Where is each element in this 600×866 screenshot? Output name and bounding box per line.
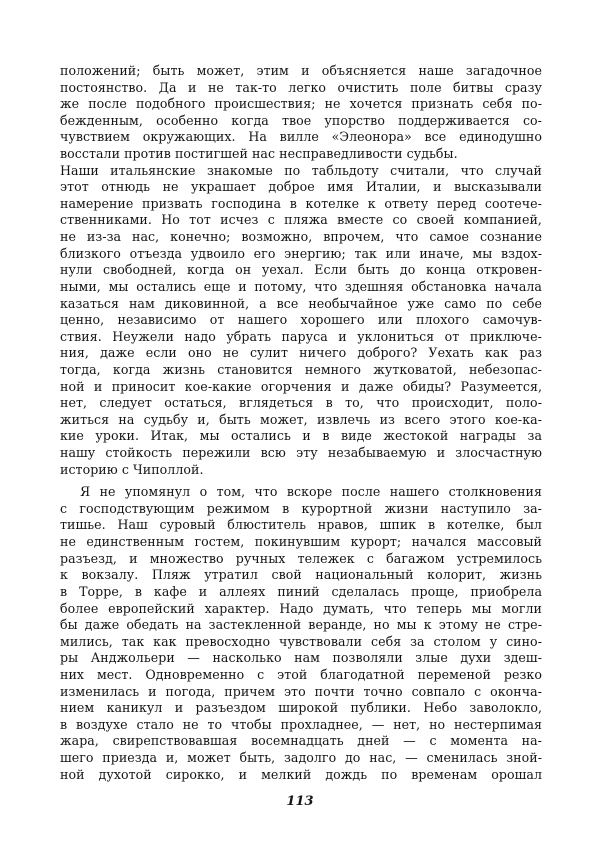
text-line: более европейский характер. Надо думать, что теперь мы могли (60, 600, 542, 616)
text-line: нули свободней, когда он уехал. Если быть до конца откровен- (60, 262, 542, 278)
text-line: в Торре, в кафе и аллеях пиний сделалась проще, приобрела (60, 583, 542, 599)
text-line: изменилась и погода, причем это почти точно совпало с оконча- (60, 683, 542, 699)
text-line: ной и приносит кое-какие огорчения и даже обиды? Разумеется, (60, 378, 542, 394)
text-line: жара, свирепствовавшая восемнадцать дней — с момента на- (60, 733, 542, 749)
text-line: намерение призвать господина в котелке к ответу перед соотече- (60, 195, 542, 211)
text-line: же после подобного происшествия; не хочется признать себя по- (60, 96, 542, 112)
text-line: Наши итальянские знакомые по табльдоту считали, что случай (60, 162, 542, 178)
page-number: 113 (286, 794, 314, 809)
text-line: мились, так как превосходно чувствовали себя за столом у сино- (60, 633, 542, 649)
paragraph-2 (60, 484, 542, 783)
text-body (60, 63, 542, 783)
text-line: казаться нам диковинной, а все необычайное уже само по себе (60, 295, 542, 311)
text-line: ствия. Неужели надо убрать паруса и уклониться от приключе- (60, 328, 542, 344)
text-line: чувствием окружающих. На вилле «Элеонора» все единодушно (60, 129, 542, 145)
text-line: с господствующим режимом в курортной жизни наступило за- (60, 500, 542, 516)
text-line: тогда, когда жизнь становится немного жутковатой, небезопас- (60, 361, 542, 377)
text-line: разъезд, и множество ручных тележек с багажом устремилось (60, 550, 542, 566)
text-line: к вокзалу. Пляж утратил свой национальный колорит, жизнь (60, 567, 542, 583)
text-line: кие уроки. Итак, мы остались и в виде жестокой награды за (60, 428, 542, 444)
text-line: ценно, независимо от нашего хорошего или плохого самочув- (60, 312, 542, 328)
text-line: постоянство. Да и не так-то легко очистить поле битвы сразу (60, 79, 542, 95)
text-line: положений; быть может, этим и объясняется наше загадочное (60, 63, 542, 78)
text-line: них мест. Одновременно с этой благодатной переменой резко (60, 666, 542, 682)
text-line: не единственным гостем, покинувшим курорт; начался массовый (60, 534, 542, 550)
text-line: тишье. Наш суровый блюститель нравов, шпик в котелке, был (60, 517, 542, 533)
text-line: восстали против постигшей нас несправедливости судьбы. (60, 146, 458, 162)
text-line: не из-за нас, конечно; возможно, впрочем, что самое сознание (60, 229, 542, 245)
text-line: нет, следует остаться, вглядеться в то, что происходит, поло- (60, 395, 542, 411)
text-line: ния, даже если оно не сулит ничего доброго? Уехать как раз (60, 345, 542, 361)
text-line: житься на судьбу и, быть может, извлечь из всего этого кое-ка- (60, 411, 542, 427)
text-line: нием каникул и разъездом широкой публики. Небо заволокло, (60, 700, 542, 716)
text-line: близкого отъезда удвоило его энергию; так или иначе, мы вздох- (60, 245, 542, 261)
text-line: этот отнюдь не украшает доброе имя Италии, и высказывали (60, 179, 542, 195)
text-line: бежденным, особенно когда твое упорство поддерживается со- (60, 112, 542, 128)
text-line: историю с Чиполлой. (60, 461, 204, 477)
text-line: ственниками. Но тот исчез с пляжа вместе со своей компанией, (60, 212, 542, 228)
text-line: ры Анджольери — насколько нам позволяли злые духи здеш- (60, 650, 542, 666)
text-line: бы даже обедать на застекленной веранде, но мы к этому не стре- (60, 617, 542, 633)
text-line: в воздухе стало не то чтобы прохладнее, — нет, но нестерпимая (60, 716, 542, 732)
text-line: ными, мы остались еще и потому, что здешняя обстановка начала (60, 278, 542, 294)
text-line: нашу стойкость пережили всю эту незабываемую и злосчастную (60, 445, 542, 461)
text-line: Я не упомянул о том, что вскоре после нашего столкновения (80, 484, 542, 500)
paragraph-1 (60, 63, 542, 478)
text-line: шего приезда и, может быть, задолго до нас, — сменилась зной- (60, 749, 542, 765)
text-line: ной духотой сирокко, и мелкий дождь по временам орошал (60, 766, 542, 782)
